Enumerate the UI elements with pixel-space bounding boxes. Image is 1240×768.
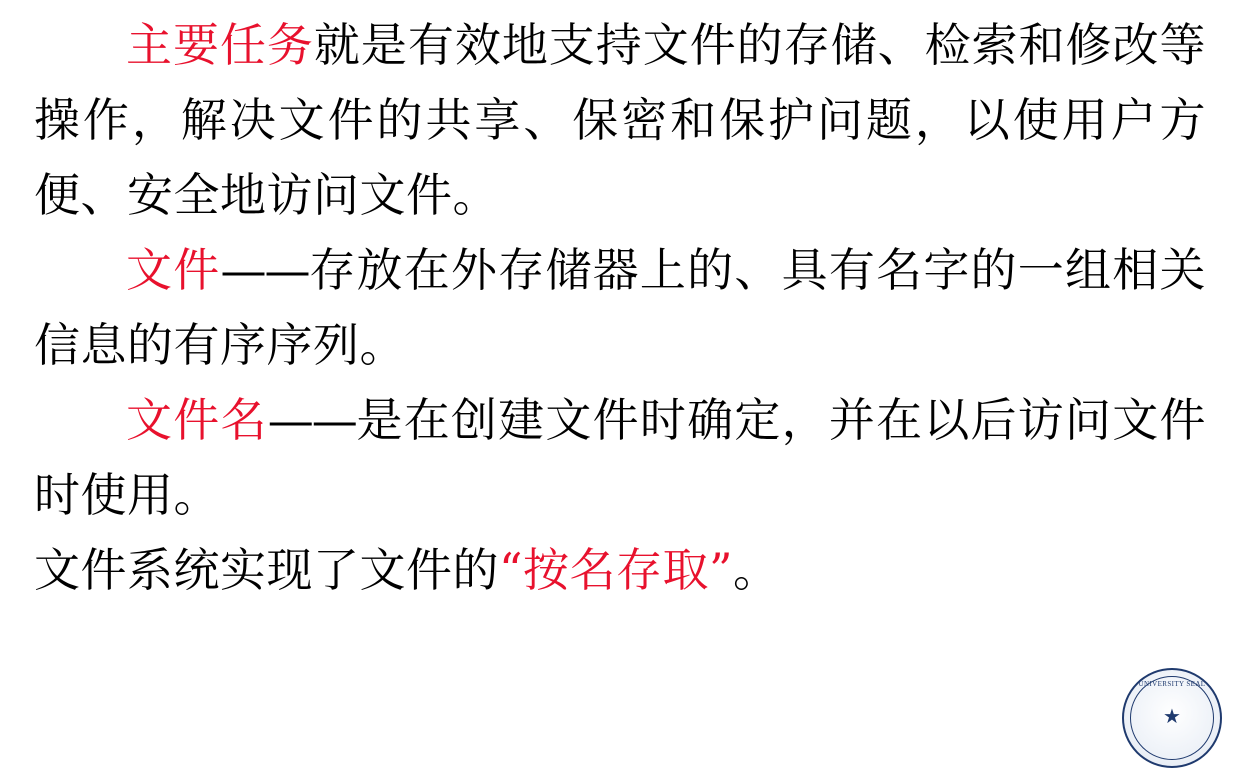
body-run-file: 存放在外存储器上的、具有名字的一组相关信息的有序序列。 <box>34 243 1207 372</box>
accent-run-access-by-name: “按名存取” <box>499 543 734 597</box>
accent-run-filename: 文件名 <box>126 393 268 447</box>
paragraph-file-definition <box>34 233 1206 383</box>
dash-run-file: —— <box>220 243 309 297</box>
body-run-access-prefix: 文件系统实现了文件的 <box>34 543 499 597</box>
paragraph-access-by-name <box>34 533 1206 608</box>
dash-run-filename: —— <box>267 393 356 447</box>
paragraph-main-task <box>34 8 1206 233</box>
star-icon: ★ <box>1163 706 1181 728</box>
accent-run-main-task: 主要任务 <box>126 18 314 72</box>
body-run-main-task: 就是有效地支持文件的存储、检索和修改等操作，解决文件的共享、保密和保护问题，以使用户方便、安全地访问文件。 <box>34 18 1207 222</box>
seal-top-text: UNIVERSITY SEAL <box>1138 680 1206 688</box>
accent-run-file: 文件 <box>126 243 221 297</box>
body-run-access-suffix: 。 <box>733 543 780 597</box>
paragraph-filename-definition <box>34 383 1206 533</box>
university-seal-logo <box>1122 668 1222 768</box>
body-run-filename: 是在创建文件时确定，并在以后访问文件时使用。 <box>34 393 1207 522</box>
